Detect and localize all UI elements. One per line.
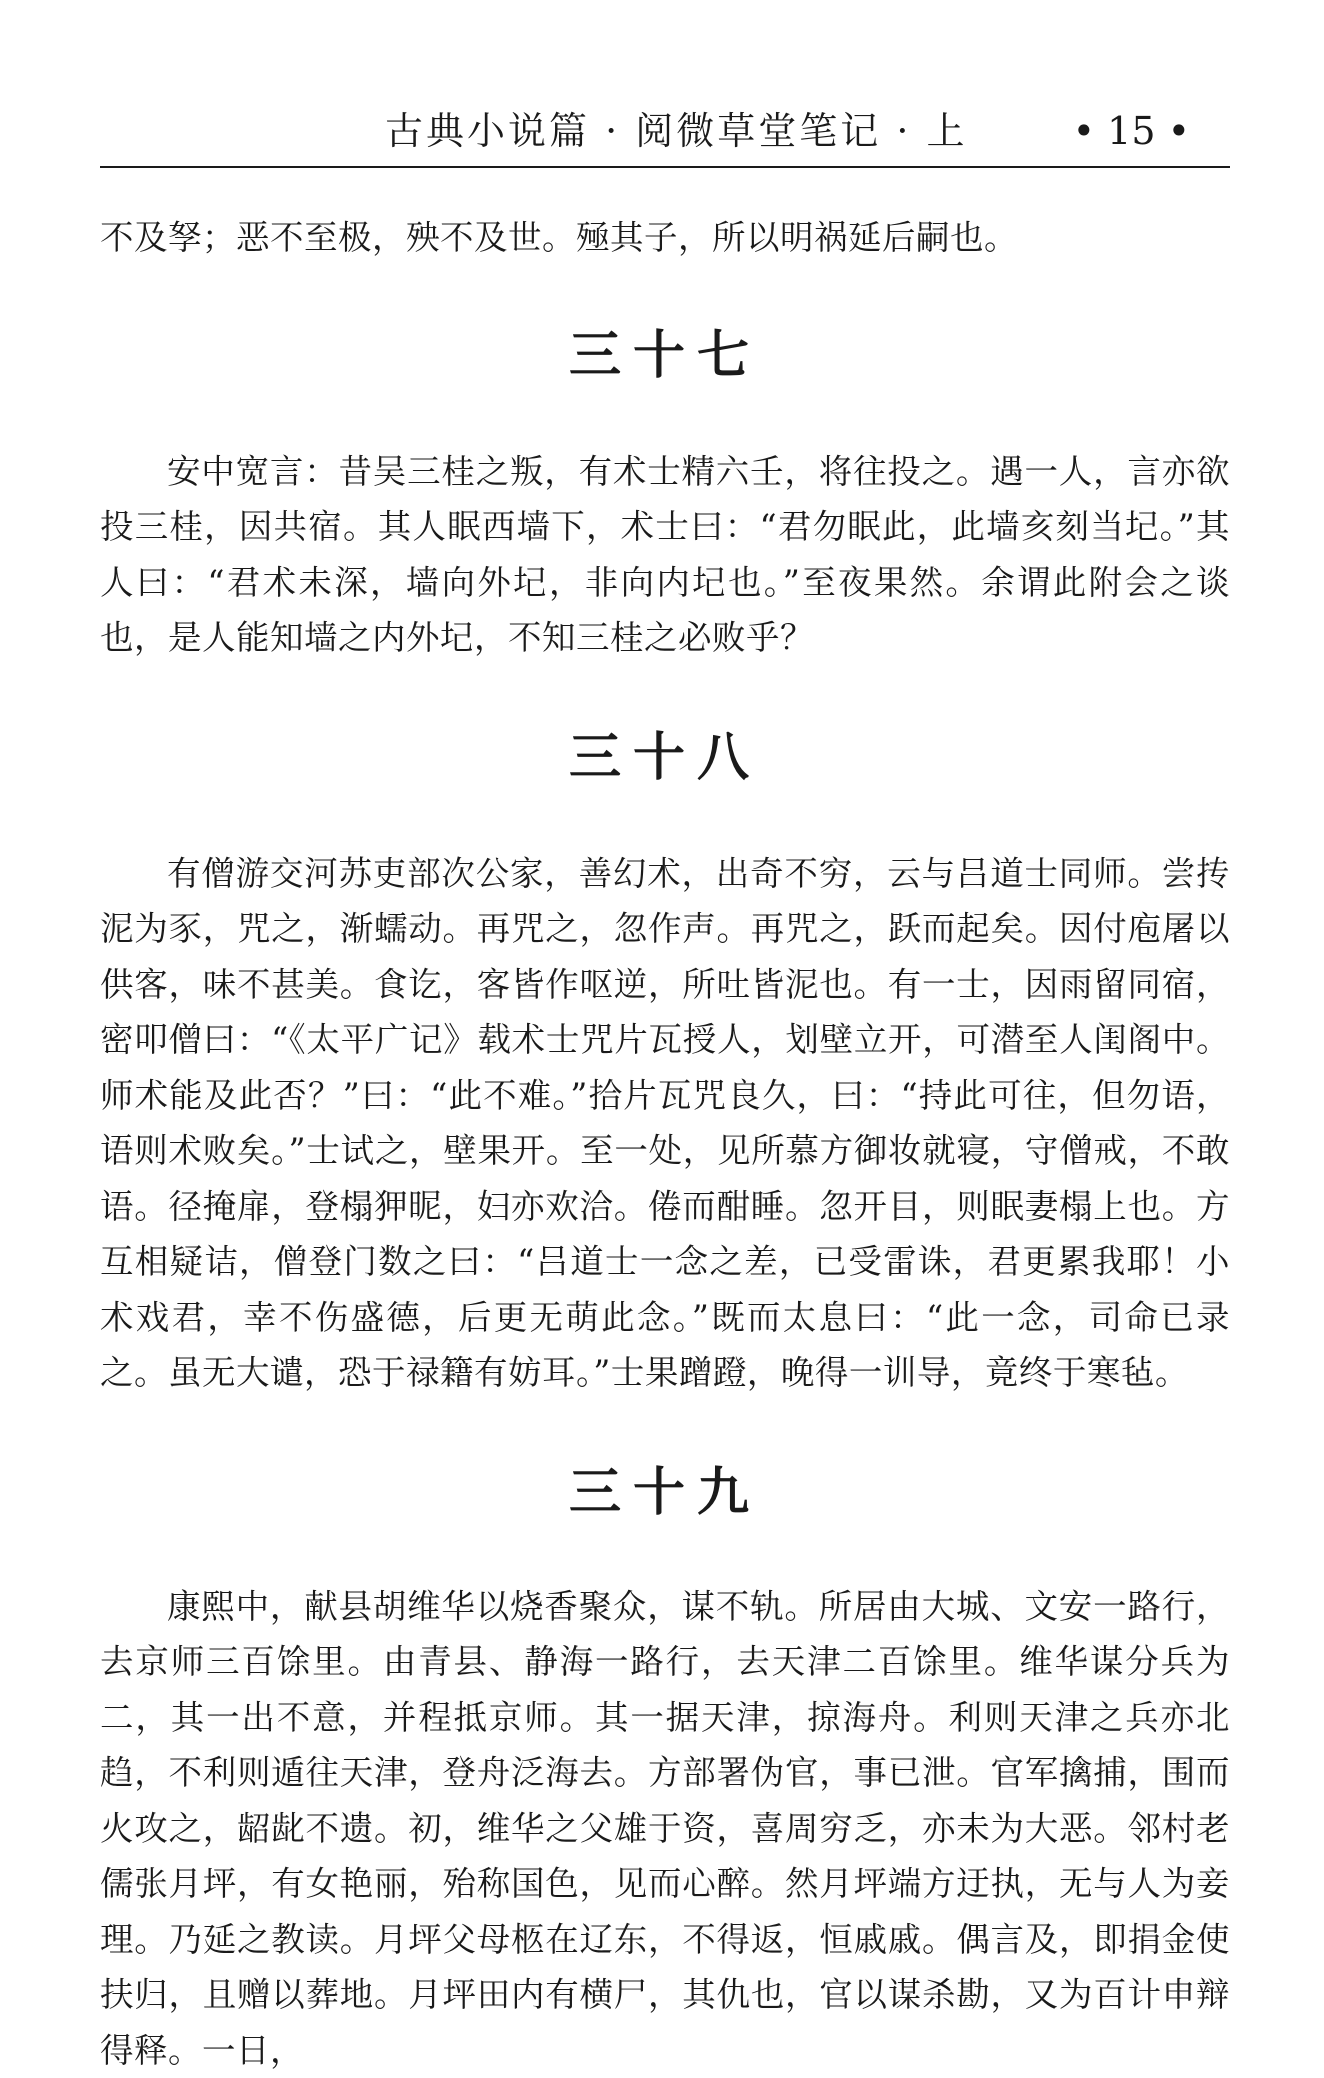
page-number: • 15 • [1073,112,1190,150]
section-37-paragraph: 安中宽言：昔吴三桂之叛，有术士精六壬，将往投之。遇一人，言亦欲投三桂，因共宿。其人眠西墙下，术士曰：“君勿眠此，此墙亥刻当圮。”其人曰：“君术未深，墙向外圮，非向内圮也。”至夜果然。余谓此附会之谈也，是人能知墙之内外圮，不知三桂之必败乎？ [100,444,1230,666]
section-title-39: 三十九 [100,1467,1230,1519]
continuation-paragraph: 不及孥；恶不至极，殃不及世。殛其子，所以明祸延后嗣也。 [100,210,1230,266]
section-title-37: 三十七 [100,330,1230,382]
running-title: 古典小说篇 · 阅微草堂笔记 · 上 [385,112,967,150]
section-38-paragraph: 有僧游交河苏吏部次公家，善幻术，出奇不穷，云与吕道士同师。尝抟泥为豕，咒之，渐蠕动。再咒之，忽作声。再咒之，跃而起矣。因付庖屠以供客，味不甚美。食讫，客皆作呕逆，所吐皆泥也。有一士，因雨留同宿，密叩僧曰：“《太平广记》载术士咒片瓦授人，划壁立开，可潜至人闺阁中。师术能及此否？”曰：“此不难。”拾片瓦咒良久，曰：“持此可往，但勿语，语则术败矣。”士试之，壁果开。至一处，见所慕方御妆就寝，守僧戒，不敢语。径掩扉，登榻狎昵，妇亦欢洽。倦而酣睡。忽开目，则眠妻榻上也。方互相疑诘，僧登门数之曰：“吕道士一念之差，已受雷诛，君更累我耶！小术戏君，幸不伤盛德，后更无萌此念。”既而太息曰：“此一念，司命已录之。虽无大谴，恐于禄籍有妨耳。”士果蹭蹬，晚得一训导，竟终于寒毡。 [100,846,1230,1401]
section-title-38: 三十八 [100,732,1230,784]
page-body [100,210,1230,2078]
page-header [100,104,1230,168]
section-39-paragraph: 康熙中，献县胡维华以烧香聚众，谋不轨。所居由大城、文安一路行，去京师三百馀里。由青县、静海一路行，去天津二百馀里。维华谋分兵为二，其一出不意，并程抵京师。其一据天津，掠海舟。利则天津之兵亦北趋，不利则遁往天津，登舟泛海去。方部署伪官，事已泄。官军擒捕，围而火攻之，龆龀不遗。初，维华之父雄于资，喜周穷乏，亦未为大恶。邻村老儒张月坪，有女艳丽，殆称国色，见而心醉。然月坪端方迂执，无与人为妾理。乃延之教读。月坪父母柩在辽东，不得返，恒戚戚。偶言及，即捐金使扶归，且赠以葬地。月坪田内有横尸，其仇也，官以谋杀勘，又为百计申辩得释。一日， [100,1579,1230,2078]
